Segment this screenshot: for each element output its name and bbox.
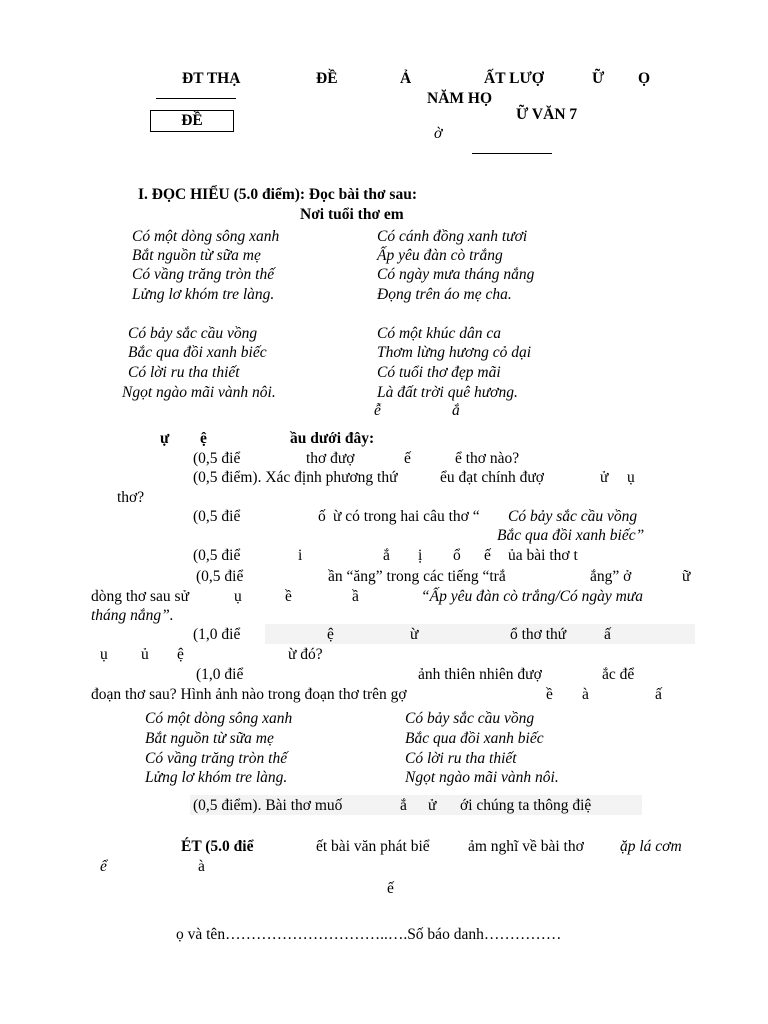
poem-line: Thơm lừng hương cỏ dại: [377, 344, 532, 361]
question-7-part: (1,0 điể: [196, 666, 244, 683]
student-info-line: ọ và tên…………………………..….Số báo danh……………: [176, 926, 562, 943]
quoted-poem-line: Bắt nguồn từ sữa mẹ: [145, 730, 274, 747]
poem-line: Ấp yêu đàn cò trắng: [377, 247, 503, 264]
question-5-part: “Ấp yêu đàn cò trắng/Có ngày mưa: [421, 588, 643, 605]
header-title-part: Ọ: [638, 70, 651, 87]
question-5-part: ắng” ở: [590, 568, 632, 585]
question-6-part: ừ: [410, 626, 419, 643]
question-6-part: ổ thơ thứ: [510, 626, 567, 643]
question-3-part: ừ có trong hai câu thơ “: [333, 508, 480, 525]
question-5-part: ụ: [234, 588, 242, 605]
question-5-part: ầ: [352, 588, 359, 605]
question-3-part: Bắc qua đồi xanh biếc”: [497, 527, 645, 544]
question-1-part: thơ đượ: [306, 450, 355, 467]
poem-line: Lửng lơ khóm tre làng.: [132, 286, 275, 303]
question-2-part: ử: [600, 469, 609, 486]
question-6-part: ụ: [100, 646, 108, 663]
question-4-part: ắ: [383, 547, 390, 564]
header-underline: [156, 98, 236, 99]
question-5-part: ần “ăng” trong các tiếng “trắ: [328, 568, 506, 585]
question-2-part: ểu đạt chính đượ: [440, 469, 544, 486]
question-2-part: thơ?: [117, 489, 145, 506]
section-writing-part: à: [198, 858, 205, 875]
question-5-part: tháng nắng”.: [91, 607, 174, 624]
section-writing-part: ảm nghĩ về bài thơ: [468, 838, 584, 855]
question-4-part: ế: [484, 547, 491, 564]
question-5-part: ề: [285, 588, 292, 605]
question-2-part: ụ: [627, 469, 635, 486]
question-1-part: ế: [404, 450, 411, 467]
quoted-poem-line: Có bảy sắc cầu vồng: [405, 710, 535, 727]
question-6-part: ủ: [141, 646, 149, 663]
poem-line: Có một khúc dân ca: [377, 325, 501, 342]
poem-title: Nơi tuổi thơ em: [300, 206, 404, 223]
poem-author-part: ắ: [452, 402, 460, 419]
question-8-part: ử: [428, 797, 437, 814]
header-title-part: Ữ: [592, 70, 605, 87]
quoted-poem-line: Có lời ru tha thiết: [405, 750, 517, 767]
question-6-part: ệ: [177, 646, 184, 663]
quoted-poem-line: Bắc qua đồi xanh biếc: [405, 730, 544, 747]
poem-line: Ngọt ngào mãi vành nôi.: [122, 384, 276, 401]
question-5-part: (0,5 điể: [196, 568, 244, 585]
questions-intro-part: ự: [160, 430, 170, 447]
question-4-part: (0,5 điể: [193, 547, 241, 564]
quoted-poem-line: Lửng lơ khóm tre làng.: [145, 769, 288, 786]
question-3-part: (0,5 điể: [193, 508, 241, 525]
question-6-part: ấ: [604, 626, 611, 643]
header-underline: [472, 153, 552, 154]
poem-line: Đọng trên áo mẹ cha.: [377, 286, 512, 303]
question-6-part: (1,0 điể: [193, 626, 241, 643]
exam-code-box: ĐỀ: [150, 110, 234, 132]
exam-end-marker: ế: [387, 880, 394, 897]
header-title-part: ẤT LƯỢ: [484, 70, 544, 87]
poem-line: Có lời ru tha thiết: [128, 364, 240, 381]
question-3-part: Có bảy sắc cầu vồng: [508, 508, 638, 525]
question-8-part: ới chúng ta thông điệ: [460, 797, 592, 814]
poem-line: Có vầng trăng tròn thế: [132, 266, 275, 283]
question-4-part: i: [298, 547, 303, 564]
poem-line: Bắc qua đồi xanh biếc: [128, 344, 267, 361]
section-writing-heading: ÉT (5.0 điể: [181, 838, 254, 855]
header-school-year: NĂM HỌ: [427, 90, 493, 107]
question-1-part: ể thơ nào?: [455, 450, 520, 467]
section-reading-heading: I. ĐỌC HIỂU (5.0 điểm): Đọc bài thơ sau:: [138, 186, 417, 203]
question-6-part: ừ đó?: [288, 646, 323, 663]
question-1-part: (0,5 điể: [193, 450, 241, 467]
poem-line: Có ngày mưa tháng nắng: [377, 266, 535, 283]
header-title-part: ĐỀ: [316, 70, 338, 87]
question-8-part: (0,5 điểm). Bài thơ muố: [193, 797, 343, 814]
questions-intro-part: ầu dưới đây:: [290, 430, 375, 447]
question-5-part: dòng thơ sau sử: [91, 588, 189, 605]
poem-author-part: ễ: [374, 402, 381, 419]
poem-line: Là đất trời quê hương.: [377, 384, 518, 401]
poem-line: Có tuổi thơ đẹp mãi: [377, 364, 501, 381]
poem-line: Có bảy sắc cầu vồng: [128, 325, 258, 342]
poem-line: Có một dòng sông xanh: [132, 228, 280, 245]
question-7-part: à: [582, 686, 589, 703]
poem-line: Bắt nguồn từ sữa mẹ: [132, 247, 261, 264]
question-4-part: ổ: [453, 547, 461, 564]
question-3-part: ố: [318, 508, 326, 525]
question-4-part: ủa bài thơ t: [508, 547, 578, 564]
question-7-part: ắc để: [602, 666, 635, 683]
question-4-part: ị: [418, 547, 423, 564]
section-writing-part: ết bài văn phát biể: [316, 838, 430, 855]
header-title-part: Ả: [400, 70, 412, 87]
quoted-poem-line: Có một dòng sông xanh: [145, 710, 293, 727]
question-6-part: ệ: [327, 626, 334, 643]
quoted-poem-line: Có vầng trăng tròn thế: [145, 750, 288, 767]
section-writing-part: ặp lá cơm: [620, 838, 682, 855]
question-5-part: ữ: [682, 568, 691, 585]
header-subject: Ữ VĂN 7: [516, 106, 578, 123]
section-writing-part: ể: [100, 858, 107, 875]
question-7-part: ấ: [655, 686, 662, 703]
header-dept: ĐT THẠ: [182, 70, 241, 87]
question-2-part: (0,5 điểm). Xác định phương thứ: [193, 469, 398, 486]
header-time: ờ: [434, 125, 443, 142]
questions-intro-part: ệ: [200, 430, 207, 447]
question-8-part: ắ: [400, 797, 407, 814]
poem-line: Có cánh đồng xanh tươi: [377, 228, 528, 245]
quoted-poem-line: Ngọt ngào mãi vành nôi.: [405, 769, 559, 786]
question-7-part: ề: [546, 686, 553, 703]
question-7-part: đoạn thơ sau? Hình ảnh nào trong đoạn thơ trên gợ: [91, 686, 407, 703]
question-7-part: ảnh thiên nhiên đượ: [418, 666, 542, 683]
